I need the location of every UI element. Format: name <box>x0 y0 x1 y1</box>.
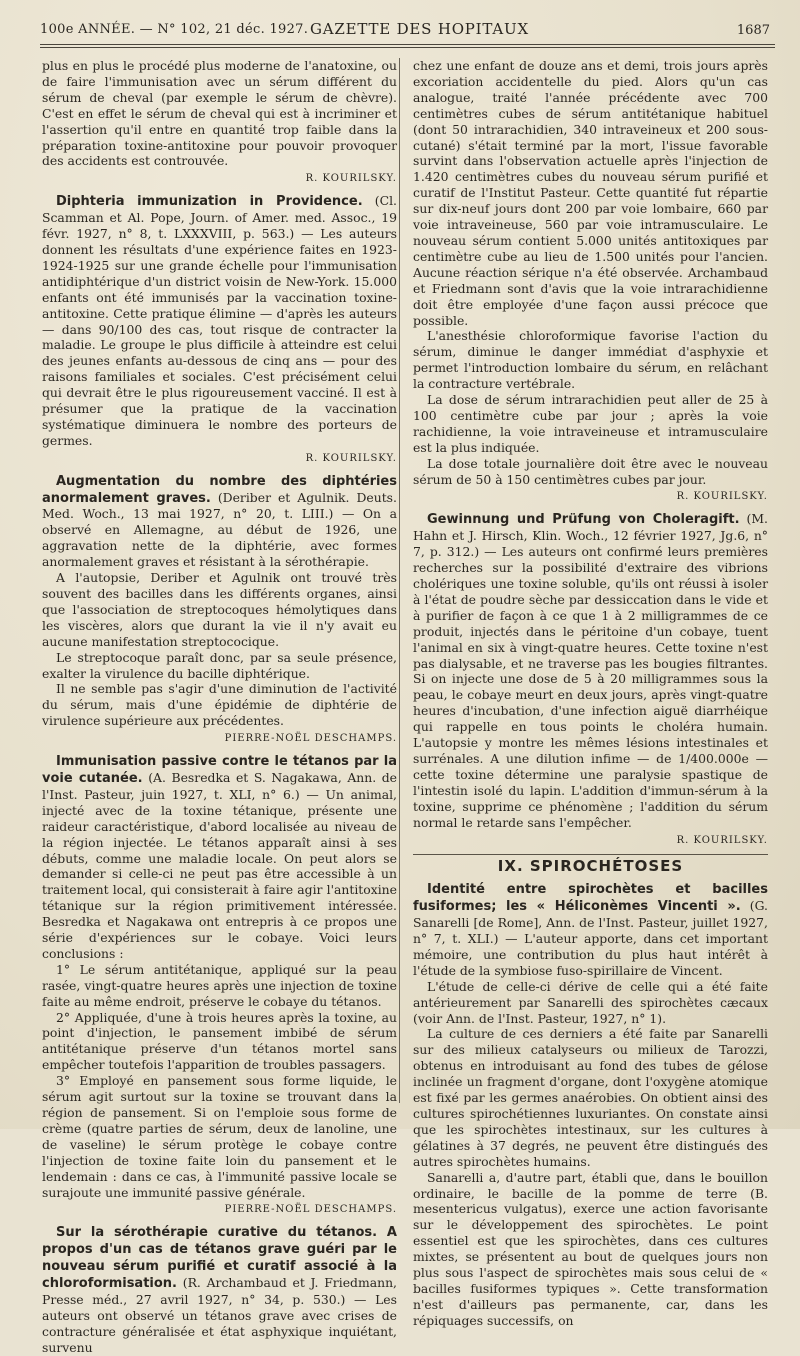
page-header <box>40 18 770 40</box>
paragraph: L'anesthésie chloroformique favorise l'action du sérum, diminue le danger immédiat d'asphyxie et permet l'introduction lombaire du sérum, en relâchant la contracture vertébrale. <box>413 328 768 392</box>
article-continuation: chez une enfant de douze ans et demi, trois jours après excoriation accidentelle du pied. Alors qu'un cas analogue, traité l'année précédente avec 700 centimètres cubes de sérum antitétanique habituel (dont 50 intrarachidien, 340 intraveineux et 200 sous-cutané) s'était terminé par la mort, l'issue favorable survint dans l'observation actuelle après l'injection de 1.420 centimètres cubes du nouveau sérum purifié et curatif de l'Institut Pasteur. Cette quantité fut répartie sur dix-neuf jours dont 200 par voie lombaire, 660 par voie intraveineuse, 560 par voie intramusculaire. Le nouveau sérum contient 5.000 unités antitoxiques par centimètre cube au lieu de 1.500 unités pour l'ancien. Aucune réaction sérique n'a été observée. Archambaud et Friedmann sont d'avis que la voie intrarachidienne doit être employée d'une façon aussi précoce que possible. <box>413 58 768 328</box>
author-signature: R. KOURILSKY. <box>305 452 397 464</box>
column-divider <box>399 58 400 1103</box>
issue-line: 100e ANNÉE. — N° 102, 21 déc. 1927. <box>40 22 309 37</box>
author-signature: R. KOURILSKY. <box>676 491 768 503</box>
paragraph: La dose totale journalière doit être avec le nouveau sérum de 50 à 150 centimètres cubes par jour. <box>413 455 768 487</box>
author-signature: PIERRE-NOËL DESCHAMPS. <box>224 733 397 745</box>
article-title: Immunisation passive contre le tétanos par la voie cutanée. <box>42 754 397 786</box>
author-signature: R. KOURILSKY. <box>676 834 768 846</box>
article-title: Sur la sérothérapie curative du tétanos. A propos d'un cas de tétanos grave guéri par le nouveau sérum purifié et curatif associé à la chloroformisation. <box>42 1225 397 1292</box>
paragraph: 2° Appliquée, d'une à trois heures après la toxine, au point d'injection, le pansement imbibé de sérum antitétanique préserve d'un tétanos mortel sans empêcher toutefois l'apparition de troubles passagers. <box>42 1009 397 1073</box>
article <box>42 1224 397 1355</box>
article-continuation: plus en plus le procédé plus moderne de l'anatoxine, ou de faire l'immunisation avec un sérum différent du sérum de cheval (par exemple le sérum de chèvre). C'est en effet le sérum de cheval qui est à incriminer et l'assertion qu'il entre en quantité trop faible dans la préparation toxine-antitoxine pour pouvoir provoquer des accidents est controuvée. <box>42 58 397 169</box>
article-body: (M. Hahn et J. Hirsch, Klin. Woch., 12 février 1927, Jg.6, n° 7, p. 312.) — Les auteurs ont confirmé leurs premières recherches sur la possibilité d'extraire des vibrions cholériques une toxine soluble, qu'ils ont réussi à isoler à l'état de poudre sèche par dessiccation dans le vide et à purifier de façon à ce que 1 à 2 milligrammes de ce produit, injectés dans le péritoine d'un cobaye, tuent l'animal en six à vingt-quatre heures. Cette toxine n'est pas dialysable, et ne traverse pas les bougies filtrantes. Si on injecte une dose de 5 à 20 milligrammes sous la peau, le cobaye meurt en deux jours, après vingt-quatre heures d'incubation, d'une infection aiguë diarrhéique qui rappelle en tous points le choléra humain. L'autopsie y montre les mêmes lésions intestinales et surrénales. A une dilution infime — de 1/400.000e — cette toxine détermine une paralysie spastique de l'intestin isolé du lapin. L'addition d'immun-sérum à la toxine, supprime ce phénomène ; l'addition du sérum normal le retarde sans l'empêcher. <box>413 511 768 830</box>
paragraph: Il ne semble pas s'agir d'une diminution de l'activité du sérum, mais d'une épidémie de diphtérie de virulence supérieure aux précédentes. <box>42 681 397 729</box>
article-title: Augmentation du nombre des diphtéries anormalement graves. <box>42 473 397 506</box>
paragraph: 1° Le sérum antitétanique, appliqué sur la peau rasée, vingt-quatre heures après une injection de toxine faite au même endroit, préserve le cobaye du tétanos. <box>42 961 397 1009</box>
article <box>42 753 397 962</box>
header-rule <box>40 44 775 45</box>
article-body: (Deriber et Agulnik. Deuts. Med. Woch., 13 mai 1927, n° 20, t. LIII.) — On a observé en Allemagne, au début de 1926, une aggravation nette de la diphtérie, avec formes anormalement graves et résistant à la sérothérapie. <box>42 489 397 570</box>
paragraph: Le streptocoque paraît donc, par sa seule présence, exalter la virulence du bacille diphtérique. <box>42 649 397 681</box>
author-signature: PIERRE-NOËL DESCHAMPS. <box>224 1204 397 1216</box>
article-body: (G. Sanarelli [de Rome], Ann. de l'Inst. Pasteur, juillet 1927, n° 7, t. XLI.) — L'auteur apporte, dans cet important mémoire, une contribution du plus haut intérêt à l'étude de la symbiose fuso-spirillaire de Vincent. <box>413 898 768 978</box>
article <box>413 511 768 830</box>
article-title: Gewinnung und Prüfung von Choleragift. <box>427 512 740 528</box>
article-body: (Cl. Scamman et Al. Pope, Journ. of Amer. med. Assoc., 19 févr. 1927, n° 8, t. LXXXVIII, p. 563.) — Les auteurs donnent les résultats d'une expérience faites en 1923-1924-1925 sur une grande échelle pour l'immunisation antidiphtérique d'un district voisin de New-York. 15.000 enfants ont été immunisés par la vaccination toxine-antitoxine. Cette pratique élimine — d'après les auteurs — dans 90/100 des cas, tout risque de contracter la maladie. Le groupe le plus difficile à atteindre est celui des jeunes enfants au-dessous de cinq ans — pour des raisons familiales et sociales. C'est précisément celui qui devrait être le plus rigoureusement vacciné. Il est à présumer que la pratique de la vaccination systématique diminuera le nombre des porteurs de germes. <box>42 193 397 448</box>
paragraph: Sanarelli a, d'autre part, établi que, dans le bouillon ordinaire, le bacille de la pomme de terre (B. mesentericus vulgatus), exerce une action favorisante sur le développement des spirochètes. Le point essentiel est que les spirochètes, dans ces cultures mixtes, se présentent au bout de quelques jours non plus sous l'aspect de spirochètes mais sous celui de « bacilles fusiformes typiques ». Cette transformation n'est d'ailleurs pas permanente, car, dans les répiquages successifs, on <box>413 1169 768 1328</box>
paragraph: La culture de ces derniers a été faite par Sanarelli sur des milieux catalyseurs ou milieux de Tarozzi, obtenus en introduisant au fond des tubes de gélose inclinée un fragment d'organe, dont l'oxygène atomique est fixé par les germes anaérobies. On obtient ainsi des cultures spirochétiennes luxuriantes. On constate ainsi que les spirochètes intestinaux, sur les cultures à gélatines à 37 degrés, ne peuvent être distingués des autres spirochètes humains. <box>413 1026 768 1169</box>
article <box>413 881 768 978</box>
left-column <box>42 58 397 1356</box>
article <box>42 473 397 570</box>
paragraph: L'étude de celle-ci dérive de celle qui a été faite antérieurement par Sanarelli des spirochètes cæcaux (voir Ann. de l'Inst. Pasteur, 1927, n° 1). <box>413 978 768 1026</box>
paragraph: A l'autopsie, Deriber et Agulnik ont trouvé très souvent des bacilles dans les différents organes, ainsi que l'association de streptocoques hémolytiques dans les viscères, alors que durant la vie il n'y avait eu aucune manifestation streptococique. <box>42 570 397 649</box>
author-signature: R. KOURILSKY. <box>305 173 397 185</box>
paragraph: La dose de sérum intrarachidien peut aller de 25 à 100 centimètre cube par jour ; après la voie rachidienne, la voie intraveineuse et intramusculaire est la plus indiquée. <box>413 392 768 455</box>
header-rule-2 <box>40 47 775 48</box>
article-title: Diphteria immunization in Providence. <box>56 194 363 210</box>
article <box>42 193 397 449</box>
article-body: (A. Besredka et S. Nagakawa, Ann. de l'Inst. Pasteur, juin 1927, t. XLI, n° 6.) — Un animal, injecté avec de la toxine tétanique, présente une raideur caractéristique, d'abord localisée au niveau de la région injectée. Le tétanos apparaît ainsi à ses débuts, comme une maladie locale. On peut alors se demander si celle-ci ne peut pas être accessible à un traitement local, qui consisterait à faire agir l'antitoxine tétanique sur la région primitivement intéressée. Besredka et Nagakawa ont entrepris à ce propos une série d'expériences sur le cobaye. Voici leurs conclusions : <box>42 769 398 961</box>
journal-title: GAZETTE DES HOPITAUX <box>310 20 529 38</box>
section-heading: IX. SPIROCHÉTOSES <box>413 854 768 875</box>
article-title: Identité entre spirochètes et bacilles fusiformes; les « Héliconèmes Vincenti ». <box>413 882 768 915</box>
article-body: (R. Archambaud et J. Friedmann, Presse méd., 27 avril 1927, n° 34, p. 530.) — Les auteurs ont observé un tétanos grave avec crises de contracture généralisée et état asphyxique inquiétant, survenu <box>42 1275 397 1355</box>
right-column <box>413 58 768 1329</box>
paragraph: 3° Employé en pansement sous forme liquide, le sérum agit surtout sur la toxine se trouvant dans la région de pansement. Si on l'emploie sous forme de crème (quatre parties de sérum, deux de lanoline, une de vaseline) le sérum protège le cobaye contre l'injection de toxine faite loin du pansement et le lendemain : dans ce cas, à l'immunité passive locale se surajoute une immunité passive générale. <box>42 1073 397 1200</box>
page-number: 1687 <box>736 23 770 38</box>
